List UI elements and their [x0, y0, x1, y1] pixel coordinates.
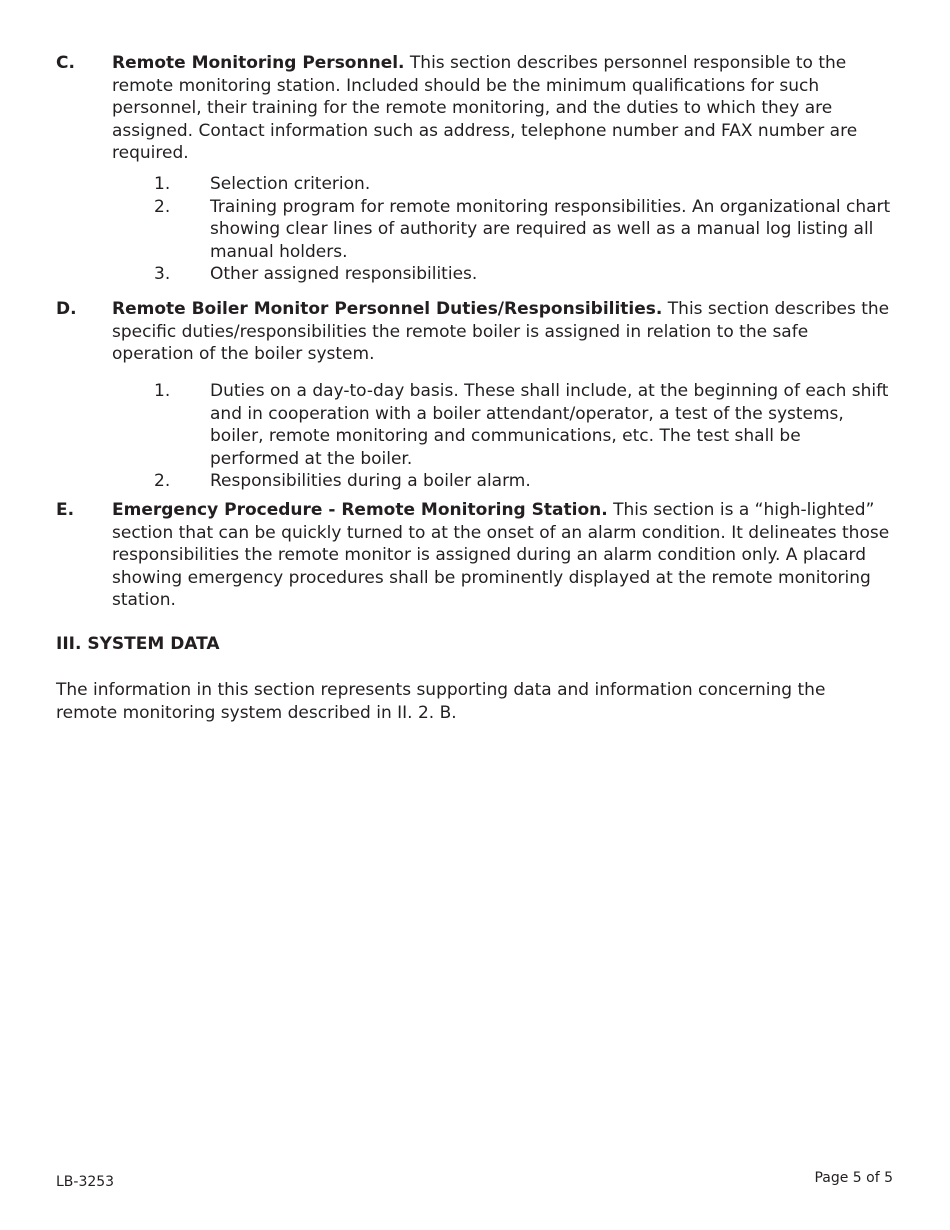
system-data-paragraph: The information in this section represents supporting data and information concerning the remote monitoring system described in II. 2. B. — [56, 680, 826, 723]
section-c-letter: C. — [56, 53, 75, 73]
list-item-number: 2. — [154, 196, 171, 217]
list-item-text: Responsibilities during a boiler alarm. — [210, 471, 531, 491]
list-item-number: 3. — [154, 264, 171, 284]
list-item — [154, 263, 894, 286]
form-number: LB-3253 — [56, 1174, 115, 1190]
section-d-letter: D. — [56, 299, 77, 319]
list-item — [154, 470, 894, 493]
section-d — [56, 298, 906, 366]
section-c-body — [112, 52, 892, 165]
page-number: Page 5 of 5 — [814, 1170, 893, 1186]
list-item-text: Other assigned responsibilities. — [210, 264, 478, 284]
list-item — [154, 173, 894, 196]
section-d-title: Remote Boiler Monitor Personnel Duties/Responsibilities. — [112, 299, 663, 319]
section-c — [56, 52, 906, 165]
section-c-title: Remote Monitoring Personnel. — [112, 53, 405, 73]
list-item-number: 1. — [154, 174, 171, 194]
list-item-text: Duties on a day-to-day basis. These shall include, at the beginning of each shift and in cooperation with a boiler attendant/operator, a test of the systems, boiler, remote monitoring and communications, etc. The test shall be performed at the boiler. — [210, 381, 889, 469]
section-c-text: This section describes personnel responsible to the remote monitoring station. Included should be the minimum qualifications for such personnel, their training for the remote monitoring, and the duties to which they are assigned. Contact information such as address, telephone number and FAX number are required. — [112, 53, 858, 163]
section-c-list — [154, 173, 894, 286]
section-e-letter: E. — [56, 500, 75, 520]
list-item — [154, 196, 894, 264]
section-e-title: Emergency Procedure - Remote Monitoring Station. — [112, 500, 608, 520]
list-item-number: 1. — [154, 381, 171, 401]
section-d-text: This section describes the specific duties/responsibilities the remote boiler is assigned in relation to the safe operation of the boiler system. — [112, 299, 890, 364]
list-item-number: 2. — [154, 471, 171, 491]
list-item-text: Training program for remote monitoring responsibilities. An organizational chart showing clear lines of authority are required as well as a manual log listing all manual holders. — [210, 196, 891, 262]
system-data-heading: III. SYSTEM DATA — [56, 634, 220, 654]
section-e-body — [112, 499, 892, 612]
section-d-body — [112, 298, 892, 366]
section-e-text: This section is a “high-lighted” section that can be quickly turned to at the onset of an alarm condition. It delineates those responsibilities the remote monitor is assigned during an alarm condition only. A placard showing emergency procedures shall be prominently displayed at the remote monitoring station. — [112, 500, 890, 610]
list-item-text: Selection criterion. — [210, 174, 371, 194]
list-item — [154, 380, 894, 470]
section-d-list — [154, 380, 894, 493]
section-e — [56, 499, 906, 612]
